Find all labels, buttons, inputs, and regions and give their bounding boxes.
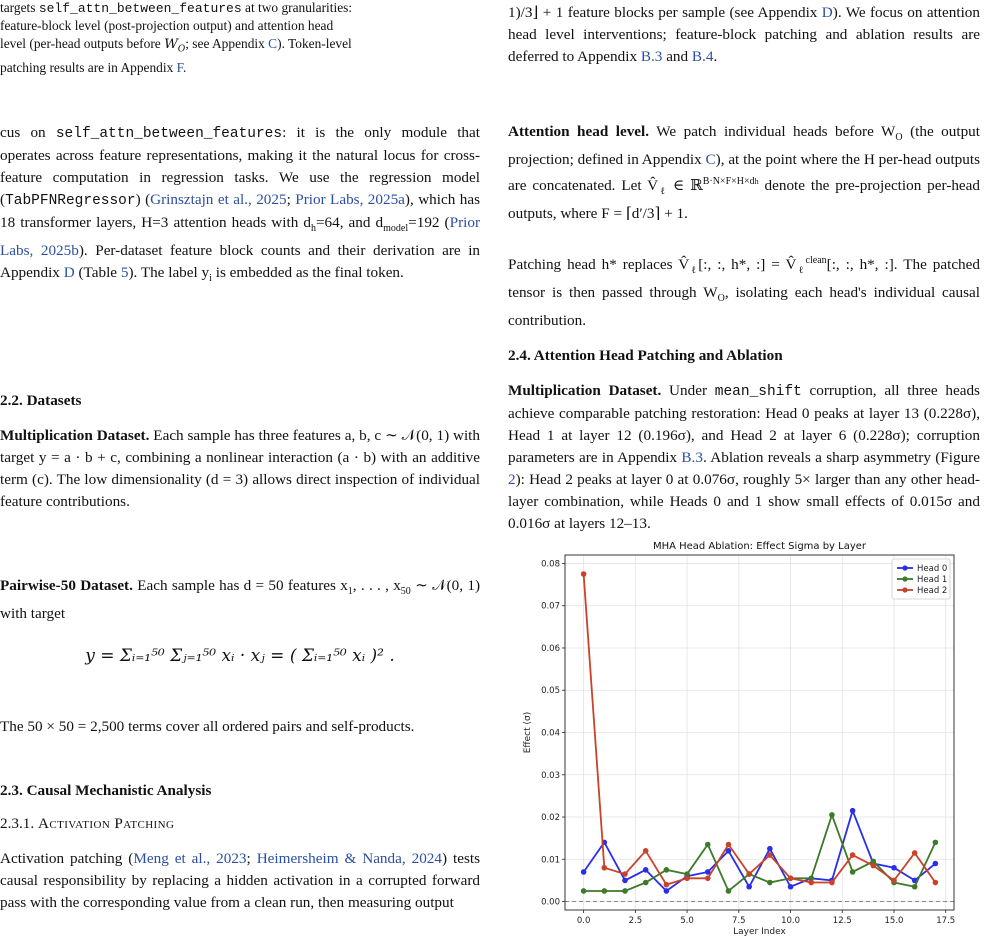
data-point-head-2 (912, 850, 918, 856)
link-heimersheim[interactable]: Heimersheim & Nanda, 2024 (256, 850, 442, 867)
data-point-head-2 (705, 876, 711, 882)
data-point-head-1 (933, 840, 939, 846)
data-point-head-0 (933, 861, 939, 867)
data-point-head-2 (726, 842, 732, 848)
link-appendix-d[interactable]: D (63, 264, 75, 282)
section-heading-causal: 2.3. Causal Mechanistic Analysis (0, 782, 212, 799)
y-tick-label: 0.01 (541, 855, 560, 866)
legend-swatch-marker (902, 587, 907, 592)
data-point-head-0 (746, 884, 752, 890)
data-point-head-2 (643, 848, 649, 854)
data-point-head-2 (829, 880, 835, 886)
paragraph-feature-blocks: 1)/3⌋ + 1 feature blocks per sample (see Appendix D). We focus on attention head level interventions; feature-block patching and ablation results are deferred to Appendix B.3 and B.4. (508, 4, 980, 65)
data-point-head-2 (788, 876, 794, 882)
data-point-head-0 (891, 865, 897, 871)
data-point-head-0 (850, 808, 856, 814)
data-point-head-1 (581, 888, 587, 894)
y-tick-label: 0.03 (541, 770, 560, 781)
data-point-head-1 (850, 869, 856, 875)
link-meng[interactable]: Meng et al., 2023 (133, 850, 247, 867)
data-point-head-2 (684, 876, 690, 882)
data-point-head-2 (746, 871, 752, 877)
data-point-head-0 (788, 884, 794, 890)
y-axis-label: Effect (σ) (523, 711, 533, 754)
paragraph-activation-patching: Activation patching (Meng et al., 2023; Heimersheim & Nanda, 2024) tests causal responsibility by replacing a hidden activation in a corrupted forward pass with the corresponding value from a clean run, then measuring output (0, 850, 480, 911)
figure-head-ablation (518, 537, 968, 937)
x-tick-label: 2.5 (628, 916, 643, 926)
legend-label: Head 1 (917, 575, 948, 585)
x-tick-label: 15.0 (884, 916, 904, 926)
link-prior-labs-a[interactable]: Prior Labs, 2025a (295, 191, 405, 208)
data-point-head-2 (871, 863, 877, 869)
data-point-head-2 (933, 880, 939, 886)
x-tick-label: 7.5 (732, 916, 746, 926)
data-point-head-1 (643, 880, 649, 886)
data-point-head-0 (767, 846, 773, 852)
data-point-head-2 (581, 571, 587, 577)
paragraph-module-focus: cus on self_attn_between_features: it is the only module that operates across feature representations, making it the natural locus for cross-feature computation in regression tasks. We use the regression model (TabPFNRegressor) (Grinsztajn et al., 2025; Prior Labs, 2025a), which has 18 transformer layers, H=3 attention heads with $d_h=64$, and $d_{model}=192$ (Prior Labs, 2025b). Per-dataset feature block counts and their derivation are in Appendix D (Table 5). The label $y_i$ is embedded as the final token. (0, 124, 481, 285)
data-point-head-1 (705, 842, 711, 848)
link-appendix-f[interactable]: F (176, 59, 184, 75)
paragraph-pairwise: Pairwise-50 Dataset. Each sample has d = 50 features $x_1$, . . . , $x_{50}$ ∼ 𝒩(0, 1) with target (0, 577, 480, 623)
data-point-head-2 (767, 852, 773, 858)
link-grinsztajn[interactable]: Grinsztajn et al., 2025 (150, 191, 287, 208)
y-tick-label: 0.04 (541, 728, 560, 739)
paragraph-multiplication: Multiplication Dataset. Each sample has three features a, b, c ∼ 𝒩(0, 1) with target y = a · b + c, combining a nonlinear interaction (a · b) with an additive term (c). The low dimensionality (d = 3) allows direct inspection of individual feature contributions. (0, 427, 480, 510)
data-point-head-0 (581, 869, 587, 875)
link-appendix-d-right[interactable]: D (821, 4, 833, 21)
chart-svg (518, 537, 968, 937)
chart-title: MHA Head Ablation: Effect Sigma by Layer (652, 541, 867, 552)
link-appendix-c[interactable]: C (268, 35, 278, 51)
link-figure-2[interactable]: 2 (508, 471, 516, 488)
y-tick-label: 0.00 (541, 897, 560, 908)
legend-label: Head 0 (917, 564, 948, 574)
link-appendix-b3[interactable]: B.3 (640, 48, 663, 65)
paragraph-terms: The 50 × 50 = 2,500 terms cover all ordered pairs and self-products. (0, 718, 415, 735)
link-appendix-b4[interactable]: B.4 (691, 48, 714, 65)
figure-caption-continued: targets self_attn_between_features at two granularities: feature-block level (post-projection output) and attention head level (per-head outputs before $W_O$; see Appendix C). Token-level patching results are in Appendix F. (0, 0, 353, 75)
x-tick-label: 17.5 (936, 916, 956, 926)
link-appendix-c-right[interactable]: C (705, 151, 716, 169)
data-point-head-0 (664, 888, 670, 894)
data-point-head-2 (891, 878, 897, 884)
x-tick-label: 12.5 (832, 916, 852, 926)
data-point-head-1 (622, 888, 628, 894)
y-tick-label: 0.05 (541, 686, 560, 697)
data-point-head-1 (767, 880, 773, 886)
paragraph-patching-head: Patching head h* replaces $V̂_\ell$[:, :, h*, :] = $V̂_\ell^{clean}$[:, :, h*, :]. The patched tensor is then passed through $W_O$, isolating each head's individual causal contribution. (508, 255, 980, 330)
y-tick-label: 0.06 (541, 643, 560, 654)
equation-pairwise: y = Σᵢ₌₁⁵⁰ Σⱼ₌₁⁵⁰ xᵢ · xⱼ = ( Σᵢ₌₁⁵⁰ xᵢ )² . (85, 646, 395, 666)
y-tick-label: 0.02 (541, 813, 560, 824)
data-point-head-1 (726, 888, 732, 894)
link-table-5[interactable]: 5 (120, 264, 129, 282)
data-point-head-1 (912, 884, 918, 890)
data-point-head-1 (829, 812, 835, 818)
data-point-head-1 (664, 867, 670, 873)
x-axis-label: Layer Index (733, 927, 786, 937)
data-point-head-0 (622, 878, 628, 884)
data-point-head-2 (602, 865, 608, 871)
y-tick-label: 0.07 (541, 601, 560, 612)
x-tick-label: 0.0 (576, 916, 591, 926)
subsection-heading-activation-patching: 2.3.1. Activation Patching (0, 815, 175, 832)
section-heading-head-patching: 2.4. Attention Head Patching and Ablation (508, 347, 783, 364)
link-appendix-b3-results[interactable]: B.3 (681, 449, 703, 466)
x-tick-label: 10.0 (781, 916, 801, 926)
link-prior-labs-b[interactable]: Prior Labs, 2025b (0, 214, 480, 260)
section-heading-datasets: 2.2. Datasets (0, 392, 82, 409)
paragraph-attention-head-level: Attention head level. We patch individual heads before $W_O$ (the output projection; defined in Appendix C), at the point where the H per-head outputs are concatenated. Let $V̂_\ell$ ∈ ℝ$^{B\cdot N\times F\times H\times dh}$ denote the pre-projection per-head outputs, where F = ⌈d′/3⌉ + 1. (508, 123, 980, 223)
legend-label: Head 2 (917, 586, 948, 596)
data-point-head-2 (622, 871, 628, 877)
data-point-head-0 (643, 867, 649, 873)
y-tick-label: 0.08 (541, 559, 560, 570)
data-point-head-2 (664, 882, 670, 888)
data-point-head-1 (602, 888, 608, 894)
paragraph-multiplication-results: Multiplication Dataset. Under mean_shift corruption, all three heads achieve comparable patching restoration: Head 0 peaks at layer 13 (0.228σ), Head 1 at layer 12 (0.196σ), and Head 2 at layer 6 (0.228σ); corruption parameters are in Appendix B.3. Ablation reveals a sharp asymmetry (Figure 2): Head 2 peaks at layer 0 at 0.076σ, roughly 5× larger than any other head-layer combination, while Heads 0 and 1 show small effects of 0.015σ and 0.016σ at layers 12–13. (508, 382, 980, 532)
data-point-head-2 (808, 880, 814, 886)
x-tick-label: 5.0 (680, 916, 694, 926)
legend-swatch-marker (902, 565, 907, 570)
data-point-head-2 (850, 852, 856, 858)
legend-swatch-marker (902, 576, 907, 581)
